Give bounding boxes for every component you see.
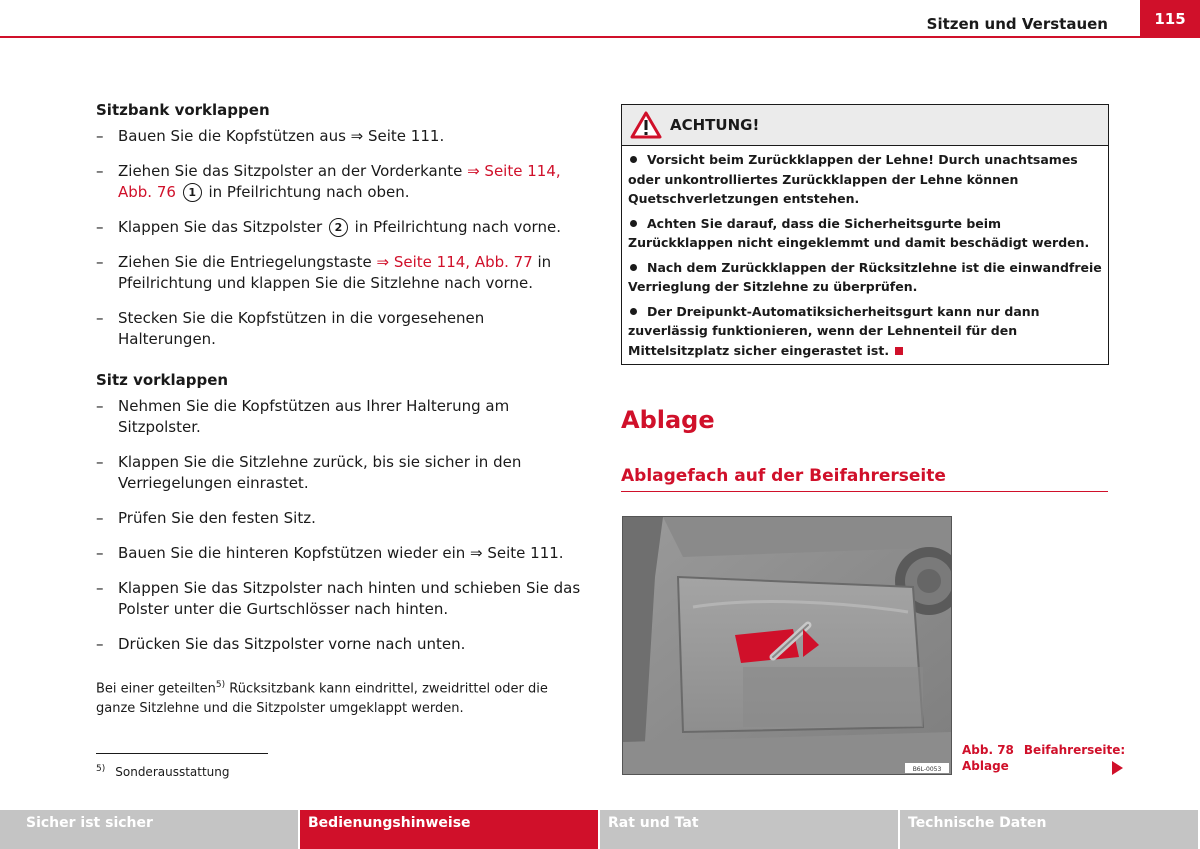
footer-nav — [0, 810, 1200, 849]
callout-number: 2 — [329, 218, 348, 237]
page-number: 115 — [1140, 0, 1200, 38]
end-of-section-icon — [895, 347, 903, 355]
footer-tab-sicher[interactable]: Sicher ist sicher — [0, 810, 298, 849]
section-title-sitzbank: Sitzbank vorklappen — [96, 101, 270, 119]
warning-body — [622, 146, 1108, 364]
footnote-rule — [96, 753, 268, 754]
header-rule — [0, 36, 1140, 38]
footer-tab-bedienungshinweise[interactable]: Bedienungshinweise — [300, 810, 598, 849]
list-item: – Drücken Sie das Sitzpolster vorne nach unten. — [96, 635, 466, 653]
bullet-icon — [630, 220, 637, 227]
bullet-icon — [630, 264, 637, 271]
callout-number: 1 — [183, 183, 202, 202]
section-title-sitz: Sitz vorklappen — [96, 371, 229, 389]
warning-item: Vorsicht beim Zurückklappen der Lehne! Durch unachtsames oder unkontrolliertes Zurückklappen der Lehne können Quetschverletzungen entstehen. — [628, 152, 1078, 206]
glovebox-image — [623, 517, 951, 774]
section-heading-ablage: Ablage — [621, 406, 715, 434]
note-paragraph: Bei einer geteilten$^{5)}$ Rücksitzbank kann eindrittel, zweidrittel oder die ganze Sitzlehne und die Sitzpolster umgeklappt werden. — [96, 680, 548, 717]
page-reference-link[interactable]: ⇒ Seite 114, Abb. 76 — [118, 162, 561, 201]
list-item: – Ziehen Sie die Entriegelungstaste ⇒ Seite 114, Abb. 77 in Pfeilrichtung und klappen Sie die Sitzlehne nach vorne. — [96, 253, 552, 292]
footnote: $^{5)}$ Sonderausstattung — [96, 764, 230, 779]
figure-code: B6L-0053 — [912, 766, 942, 773]
list-item: – Klappen Sie das Sitzpolster 2 in Pfeilrichtung nach vorne. — [96, 218, 561, 236]
running-header-title: Sitzen und Verstauen — [926, 15, 1108, 33]
warning-item: Nach dem Zurückklappen der Rücksitzlehne ist die einwandfreie Verrieglung der Sitzlehne zu überprüfen. — [628, 259, 1102, 294]
list-item: – Klappen Sie das Sitzpolster nach hinten und schieben Sie das Polster unter die Gurtschlösser nach hinten. — [96, 579, 581, 618]
list-item: – Klappen Sie die Sitzlehne zurück, bis sie sicher in den Verriegelungen einrastet. — [96, 453, 522, 492]
warning-box — [621, 104, 1109, 365]
footer-tab-rat-und-tat[interactable]: Rat und Tat — [600, 810, 898, 849]
list-item: – Bauen Sie die Kopfstützen aus ⇒ Seite 111. — [96, 127, 445, 145]
page-reference-link[interactable]: ⇒ Seite 114, Abb. 77 — [376, 253, 533, 271]
bullet-icon — [630, 308, 637, 315]
left-column — [96, 100, 586, 719]
list-item: – Nehmen Sie die Kopfstützen aus Ihrer Halterung am Sitzpolster. — [96, 397, 510, 436]
list-item: – Prüfen Sie den festen Sitz. — [96, 509, 316, 527]
figure-caption: Abb. 78 Beifahrerseite: Ablage — [962, 743, 1126, 773]
footer-tab-technische-daten[interactable]: Technische Daten — [900, 810, 1198, 849]
warning-item: Der Dreipunkt-Automatiksicherheitsgurt kann nur dann zuverlässig funktionieren, wenn der Lehnenteil für den Mittelsitzplatz sicher eingerastet ist. — [628, 303, 1040, 358]
warning-item: Achten Sie darauf, dass die Sicherheitsgurte beim Zurückklappen nicht eingeklemmt und damit beschädigt werden. — [628, 215, 1090, 250]
list-item: – Ziehen Sie das Sitzpolster an der Vorderkante ⇒ Seite 114, Abb. 76 1 in Pfeilrichtung nach oben. — [96, 162, 561, 201]
warning-title: ACHTUNG! — [670, 116, 760, 134]
glovebox-illustration — [622, 516, 952, 775]
footnote-marker: 5) — [215, 680, 226, 690]
list-item: – Stecken Sie die Kopfstützen in die vorgesehenen Halterungen. — [96, 309, 485, 348]
subsection-heading: Ablagefach auf der Beifahrerseite — [621, 466, 1108, 492]
list-item: – Bauen Sie die hinteren Kopfstützen wieder ein ⇒ Seite 111. — [96, 544, 564, 562]
next-page-arrow-icon[interactable] — [1112, 761, 1123, 775]
bullet-icon — [630, 156, 637, 163]
warning-header — [622, 105, 1108, 146]
warning-triangle-icon — [630, 111, 662, 139]
